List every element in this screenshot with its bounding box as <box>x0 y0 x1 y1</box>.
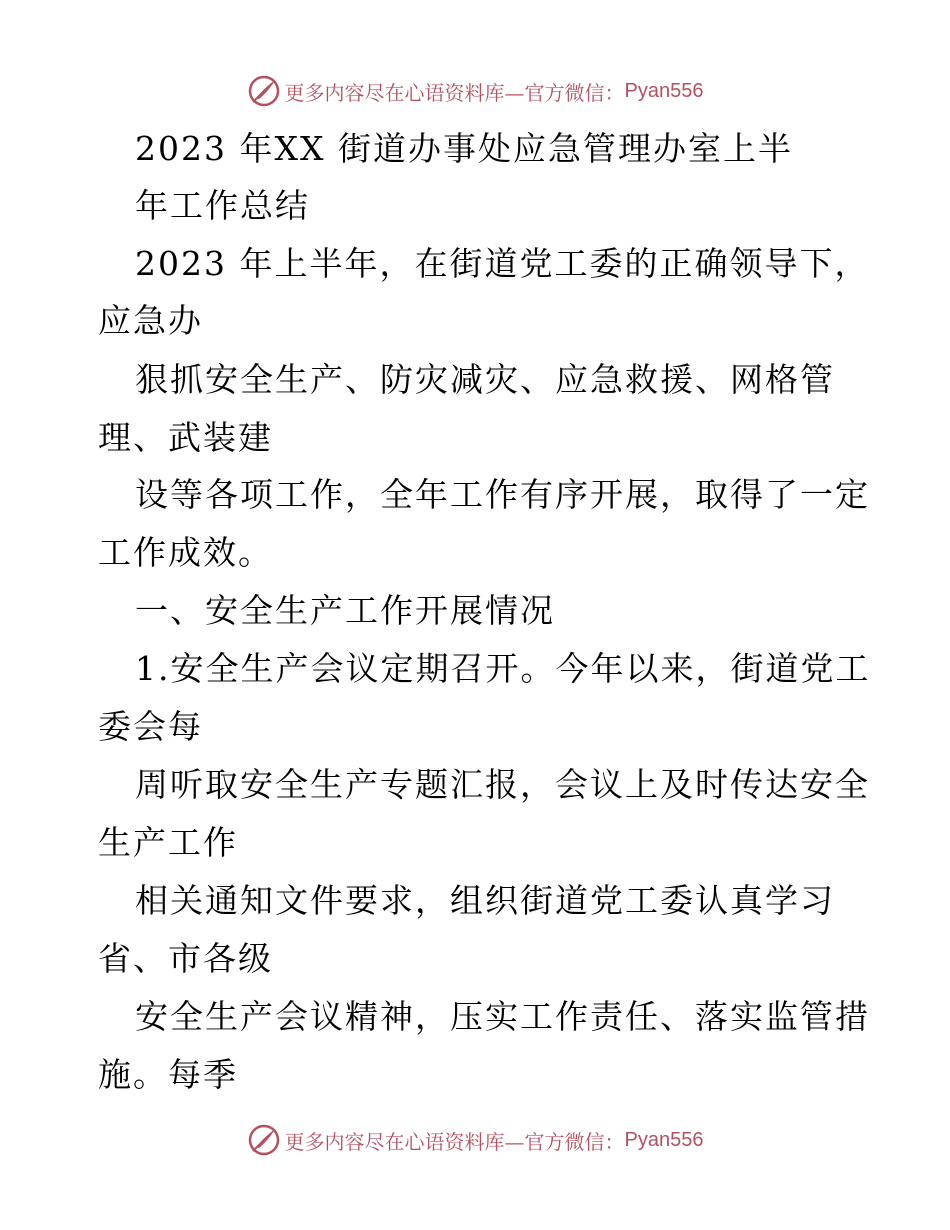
paragraph-line: 生产工作 <box>98 823 238 862</box>
title-line-2: 年工作总结 <box>135 186 310 225</box>
paragraph-line: 相关通知文件要求，组织街道党工委认真学习 <box>135 881 835 920</box>
header-watermark <box>0 71 950 111</box>
watermark-text: 更多内容尽在心语资料库—官方微信： <box>284 1129 625 1154</box>
paragraph-line: 安全生产会议精神，压实工作责任、落实监管措 <box>135 997 870 1036</box>
quill-seal-icon <box>247 74 281 108</box>
paragraph-line: 理、武装建 <box>98 418 273 457</box>
paragraph-line: 省、市各级 <box>98 939 273 978</box>
paragraph-line: 狠抓安全生产、防灾减灾、应急救援、网格管 <box>135 360 835 399</box>
paragraph-line: 工作成效。 <box>98 533 273 572</box>
footer-watermark <box>0 1120 950 1160</box>
watermark-contact: Pyan556 <box>624 79 704 102</box>
paragraph-line: 周听取安全生产专题汇报，会议上及时传达安全 <box>135 765 870 804</box>
paragraph-line: 1.安全生产会议定期召开。今年以来，街道党工 <box>135 649 871 688</box>
title-line-1: 2023 年XX 街道办事处应急管理办室上半 <box>135 129 793 168</box>
section-heading: 一、安全生产工作开展情况 <box>135 591 555 630</box>
watermark-contact: Pyan556 <box>624 1128 704 1151</box>
quill-seal-icon <box>247 1123 281 1157</box>
paragraph-line: 施。每季 <box>98 1055 238 1094</box>
watermark-text: 更多内容尽在心语资料库—官方微信： <box>284 80 625 105</box>
paragraph-line: 应急办 <box>98 301 203 340</box>
paragraph-line: 设等各项工作，全年工作有序开展，取得了一定 <box>135 475 870 514</box>
paragraph-line: 2023 年上半年，在街道党工委的正确领导下， <box>135 244 870 283</box>
paragraph-line: 委会每 <box>98 707 203 746</box>
